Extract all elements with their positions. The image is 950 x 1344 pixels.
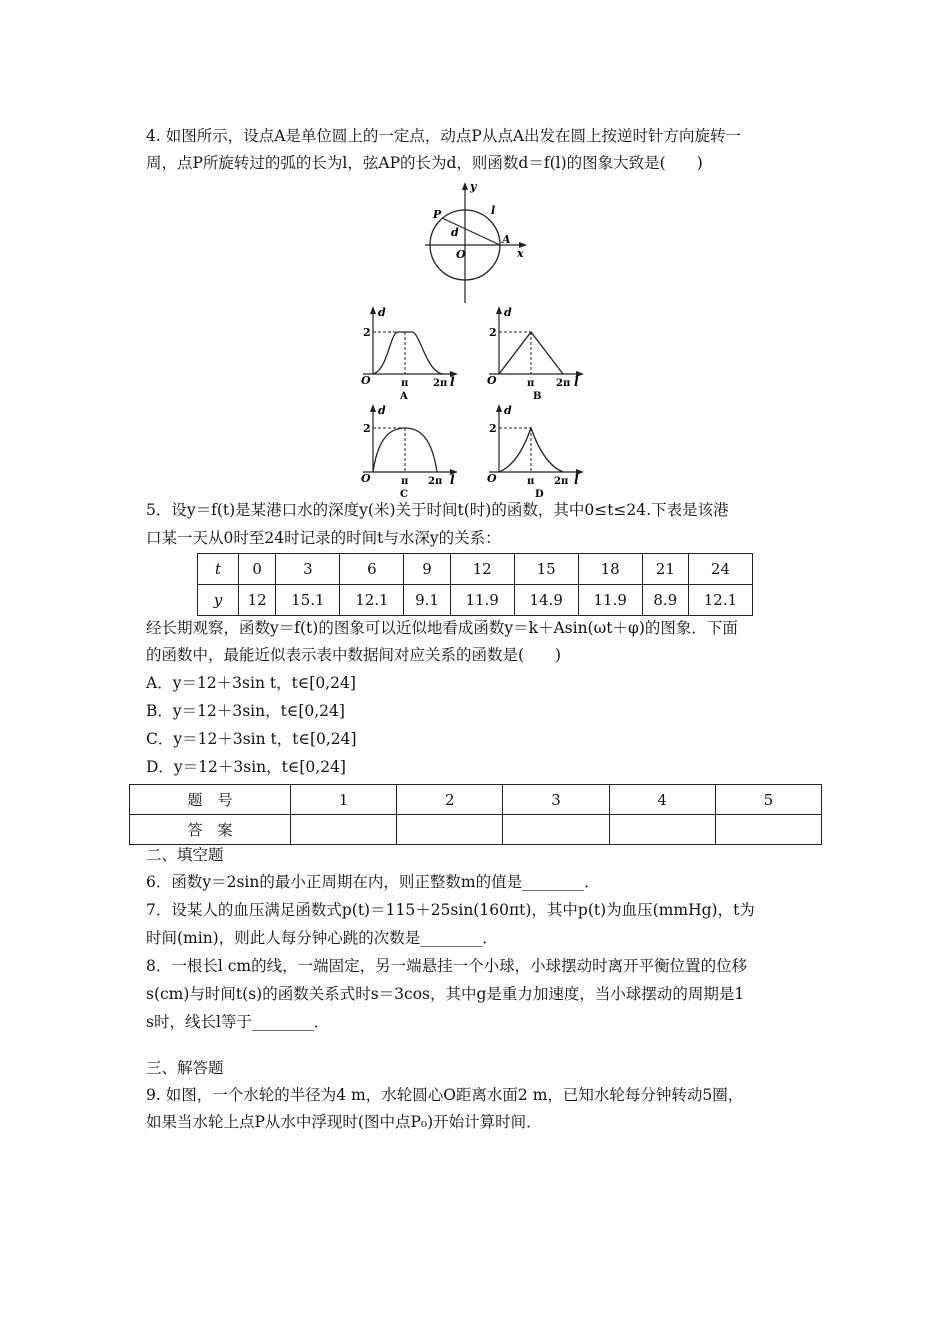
svg-text:2: 2 (489, 326, 497, 339)
svg-text:2π: 2π (433, 378, 448, 389)
svg-text:2π: 2π (556, 378, 571, 389)
q7-line-1: 7．设某人的血压满足函数式p(t)＝115＋25sin(160πt)，其中p(t)为血压(mmHg)，t为 (146, 901, 755, 919)
svg-text:O: O (487, 374, 497, 387)
graph-b-caption: B (533, 391, 542, 400)
q5-line-1: 5．设y＝f(t)是某港口水的深度y(米)关于时间t(时)的函数，其中0≤t≤24.下表是该港 (146, 501, 729, 519)
answer-blank[interactable] (397, 815, 503, 845)
table-header-t: t (198, 554, 239, 585)
table-cell: 15.1 (276, 585, 340, 616)
q8-line-3: s时，线长l等于________． (146, 1013, 330, 1031)
section-2-heading: 二、填空题 (146, 846, 224, 864)
graph-c (358, 402, 468, 498)
table-cell: 12.1 (340, 585, 404, 616)
table-cell: 18 (578, 554, 642, 585)
answer-number: 1 (291, 785, 397, 815)
q5-line-2: 口某一天从0时至24时记录的时间t与水深y的关系： (146, 529, 501, 547)
table-cell: 14.9 (514, 585, 578, 616)
table-cell: 0 (239, 554, 276, 585)
answer-header-answer: 答 案 (130, 815, 291, 845)
q5-line-3: 经长期观察，函数y＝f(t)的图象可以近似地看成函数y＝k＋Asin(ωt＋φ)的图象．下面 (146, 619, 738, 637)
answer-blank[interactable] (291, 815, 397, 845)
svg-text:d: d (504, 306, 512, 319)
svg-text:π: π (527, 378, 535, 389)
svg-text:d: d (504, 404, 512, 417)
table-cell: 21 (642, 554, 688, 585)
answer-blank[interactable] (503, 815, 609, 845)
q4-line-1: 4. 如图所示，设点A是单位圆上的一定点，动点P从点A出发在圆上按逆时针方向旋转一 (146, 127, 742, 145)
answer-blank[interactable] (715, 815, 821, 845)
graph-a-caption: A (400, 391, 408, 400)
svg-text:O: O (487, 472, 497, 485)
table-cell: 12 (450, 554, 514, 585)
unit-circle-figure (415, 178, 535, 308)
svg-text:2: 2 (489, 422, 497, 435)
q8-line-1: 8．一根长l cm的线，一端固定，另一端悬挂一个小球，小球摆动时离开平衡位置的位移 (146, 957, 748, 975)
svg-text:l: l (450, 473, 455, 487)
table-row-y (198, 585, 753, 616)
table-cell: 9 (404, 554, 450, 585)
graph-d (484, 402, 594, 498)
table-cell: 15 (514, 554, 578, 585)
section-3-heading: 三、解答题 (146, 1059, 224, 1077)
svg-text:π: π (401, 476, 409, 487)
label-d: d (451, 226, 459, 239)
q4-line-2: 周，点P所旋转过的弧的长为l，弦AP的长为d，则函数d＝f(l)的图象大致是( ) (146, 154, 703, 172)
q5-option-b: B．y＝12＋3sin，t∈[0,24] (146, 702, 345, 720)
svg-text:2: 2 (363, 326, 371, 339)
answer-row-numbers (130, 785, 822, 815)
table-cell: 12 (239, 585, 276, 616)
graph-b (484, 304, 594, 400)
table-header-y: y (198, 585, 239, 616)
table-cell: 6 (340, 554, 404, 585)
table-cell: 3 (276, 554, 340, 585)
graph-c-caption: C (400, 489, 408, 498)
answer-header-number: 题 号 (130, 785, 291, 815)
label-a: A (502, 233, 511, 246)
answer-blank[interactable] (609, 815, 715, 845)
svg-text:2: 2 (363, 422, 371, 435)
table-row-t (198, 554, 753, 585)
table-cell: 9.1 (404, 585, 450, 616)
q5-option-d: D．y＝12＋3sin，t∈[0,24] (146, 758, 346, 776)
svg-text:2π: 2π (428, 476, 443, 487)
svg-text:l: l (450, 375, 455, 389)
table-cell: 12.1 (688, 585, 752, 616)
svg-text:d: d (378, 306, 386, 319)
label-p: P (433, 208, 442, 221)
answer-number: 3 (503, 785, 609, 815)
q7-line-2: 时间(min)，则此人每分钟心跳的次数是________． (146, 929, 498, 947)
q9-line-1: 9. 如图，一个水轮的半径为4 m，水轮圆心O距离水面2 m，已知水轮每分钟转动5圈， (146, 1086, 744, 1104)
answer-number: 2 (397, 785, 503, 815)
svg-text:d: d (378, 404, 386, 417)
q6-line: 6．函数y＝2sin的最小正周期在内，则正整数m的值是________． (146, 873, 600, 891)
svg-text:π: π (527, 476, 535, 487)
answer-number: 5 (715, 785, 821, 815)
q5-option-a: A．y＝12＋3sin t，t∈[0,24] (146, 674, 356, 692)
answer-number: 4 (609, 785, 715, 815)
q8-line-2: s(cm)与时间t(s)的函数关系式时s＝3cos，其中g是重力加速度，当小球摆动的周期是1 (146, 985, 745, 1003)
answer-row-blanks (130, 815, 822, 845)
svg-text:π: π (401, 378, 409, 389)
svg-text:O: O (361, 472, 371, 485)
label-o: O (456, 248, 466, 261)
label-x: x (517, 247, 524, 260)
graph-a (358, 304, 468, 400)
table-cell: 8.9 (642, 585, 688, 616)
q5-line-4: 的函数中，最能近似表示表中数据间对应关系的函数是( ) (146, 646, 562, 664)
svg-text:l: l (574, 375, 579, 389)
table-cell: 11.9 (450, 585, 514, 616)
svg-text:O: O (361, 374, 371, 387)
y-axis-arrow (462, 182, 468, 190)
label-l: l (491, 204, 496, 217)
q5-option-c: C．y＝12＋3sin t，t∈[0,24] (146, 730, 357, 748)
svg-text:l: l (574, 473, 579, 487)
answer-table (129, 784, 822, 845)
tide-table (197, 553, 753, 616)
svg-text:2π: 2π (554, 476, 569, 487)
table-cell: 11.9 (578, 585, 642, 616)
graph-d-caption: D (535, 489, 544, 498)
q9-line-2: 如果当水轮上点P从水中浮现时(图中点P₀)开始计算时间． (146, 1113, 542, 1131)
label-y: y (470, 180, 477, 193)
table-cell: 24 (688, 554, 752, 585)
